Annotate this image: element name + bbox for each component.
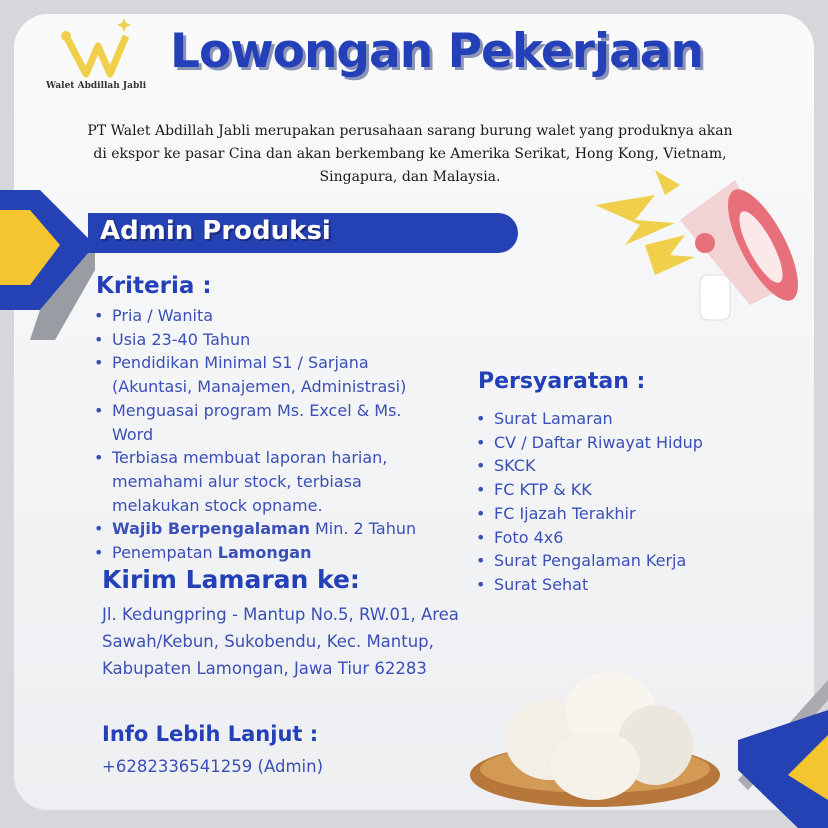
list-item: • Usia 23-40 Tahun bbox=[92, 328, 442, 352]
list-item: • Surat Pengalaman Kerja bbox=[474, 549, 774, 573]
chevron-decoration-left bbox=[0, 190, 95, 340]
list-item: • SKCK bbox=[474, 454, 774, 478]
logo-text: Walet Abdillah Jabli bbox=[46, 81, 147, 91]
position-title: Admin Produksi bbox=[100, 216, 331, 246]
bold-text: Lamongan bbox=[217, 543, 312, 563]
list-item: • Pria / Wanita bbox=[92, 304, 442, 328]
position-banner bbox=[88, 213, 518, 253]
address: Jl. Kedungpring - Mantup No.5, RW.01, Area Sawah/Kebun, Sukobendu, Kec. Mantup, Kabupaten Lamongan, Jawa Tiur 62283 bbox=[102, 605, 459, 678]
company-description: PT Walet Abdillah Jabli merupakan perusahaan sarang burung walet yang produknya akan di ekspor ke pasar Cina dan akan berkembang ke Amerika Serikat, Hong Kong, Vietnam, Singapura, dan Malaysia. bbox=[87, 123, 733, 185]
requirements-list bbox=[474, 407, 774, 597]
criteria-list bbox=[92, 304, 442, 565]
list-item: • Surat Sehat bbox=[474, 573, 774, 597]
info-heading: Info Lebih Lanjut : bbox=[102, 722, 319, 746]
send-heading: Kirim Lamaran ke: bbox=[102, 565, 360, 594]
item-text: Penempatan bbox=[112, 543, 218, 563]
list-item: • FC Ijazah Terakhir bbox=[474, 502, 774, 526]
requirements-heading: Persyaratan : bbox=[478, 369, 646, 394]
bird-nest-image bbox=[465, 665, 725, 815]
bold-text: Wajib Berpengalaman bbox=[112, 519, 310, 539]
criteria-heading: Kriteria : bbox=[96, 273, 212, 299]
list-item: • CV / Daftar Riwayat Hidup bbox=[474, 431, 774, 455]
list-item: • Menguasai program Ms. Excel & Ms. Word bbox=[92, 399, 442, 446]
list-item bbox=[92, 541, 442, 565]
logo-icon bbox=[58, 16, 133, 80]
list-item: • Foto 4x6 bbox=[474, 526, 774, 550]
list-item: • Pendidikan Minimal S1 / Sarjana (Akuntasi, Manajemen, Administrasi) bbox=[92, 351, 442, 398]
megaphone-icon bbox=[585, 165, 805, 335]
item-text: Min. 2 Tahun bbox=[309, 519, 417, 539]
phone-number: +6282336541259 (Admin) bbox=[102, 757, 324, 776]
list-item: • Surat Lamaran bbox=[474, 407, 774, 431]
list-item bbox=[92, 517, 442, 541]
list-item: • FC KTP & KK bbox=[474, 478, 774, 502]
page-title: Lowongan Pekerjaan bbox=[170, 24, 703, 79]
chevron-decoration-right bbox=[738, 680, 828, 828]
list-item: • Terbiasa membuat laporan harian, memahami alur stock, terbiasa melakukan stock opname. bbox=[92, 446, 442, 517]
